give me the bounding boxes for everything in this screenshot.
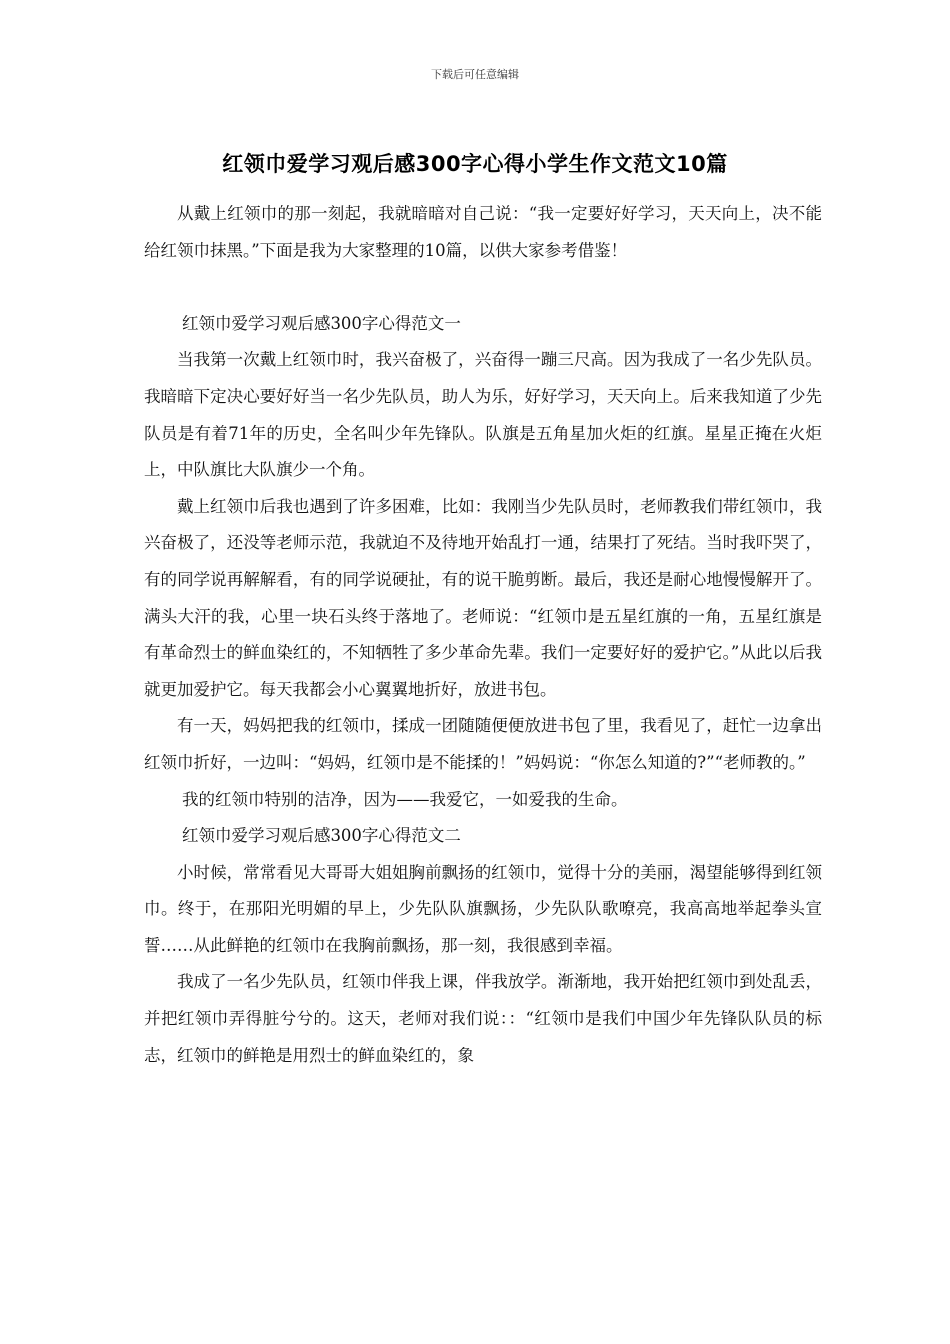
essay-1-heading: 红领巾爱学习观后感300字心得范文一 [181, 313, 461, 333]
section-spacer [144, 269, 822, 306]
essay-2-heading: 红领巾爱学习观后感300字心得范文二 [181, 826, 461, 846]
essay-2-paragraph: 我成了一名少先队员，红领巾伴我上课，伴我放学。渐渐地，我开始把红领巾到处乱丢，并把红领巾弄得脏兮兮的。这天，老师对我们说：：“红领巾是我们中国少年先锋队队员的标志，红领巾的鲜艳是用烈士的鲜血染红的，象 [144, 972, 822, 1065]
essay-1-paragraph: 有一天，妈妈把我的红领巾，揉成一团随随便便放进书包了里，我看见了，赶忙一边拿出红领巾折好，一边叫：“妈妈，红领巾是不能揉的！”妈妈说：“你怎么知道的?”“老师教的。” [144, 716, 822, 772]
document-body [144, 196, 822, 1074]
essay-2-paragraph: 小时候，常常看见大哥哥大姐姐胸前飘扬的红领巾，觉得十分的美丽，渴望能够得到红领巾。终于，在那阳光明媚的早上，少先队队旗飘扬，少先队队歌嘹亮，我高高地举起拳头宣誓……从此鲜艳的红领巾在我胸前飘扬，那一刻，我很感到幸福。 [144, 862, 822, 955]
intro-paragraph: 从戴上红领巾的那一刻起，我就暗暗对自己说：“我一定要好好学习，天天向上，决不能给红领巾抹黑。”下面是我为大家整理的10篇，以供大家参考借鉴！ [144, 204, 822, 260]
essay-1-paragraph: 我的红领巾特别的洁净，因为——我爱它，一如爱我的生命。 [181, 789, 628, 809]
essay-1-paragraph: 当我第一次戴上红领巾时，我兴奋极了，兴奋得一蹦三尺高。因为我成了一名少先队员。我暗暗下定决心要好好当一名少先队员，助人为乐，好好学习，天天向上。后来我知道了少先队员是有着71年的历史，全名叫少年先锋队。队旗是五角星加火炬的红旗。星星正掩在火炬上，中队旗比大队旗少一个角。 [144, 350, 822, 480]
essay-1-paragraph: 戴上红领巾后我也遇到了许多困难，比如：我刚当少先队员时，老师教我们带红领巾，我兴奋极了，还没等老师示范，我就迫不及待地开始乱打一通，结果打了死结。当时我吓哭了，有的同学说再解解看，有的同学说硬扯，有的说干脆剪断。最后，我还是耐心地慢慢解开了。满头大汗的我，心里一块石头终于落地了。老师说：“红领巾是五星红旗的一角，五星红旗是有革命烈士的鲜血染红的，不知牺牲了多少革命先辈。我们一定要好好的爱护它。”从此以后我就更加爱护它。每天我都会小心翼翼地折好，放进书包。 [144, 496, 822, 699]
document-title: 红领巾爱学习观后感300字心得小学生作文范文10篇 [222, 152, 728, 176]
header-note: 下载后可任意编辑 [431, 68, 519, 81]
